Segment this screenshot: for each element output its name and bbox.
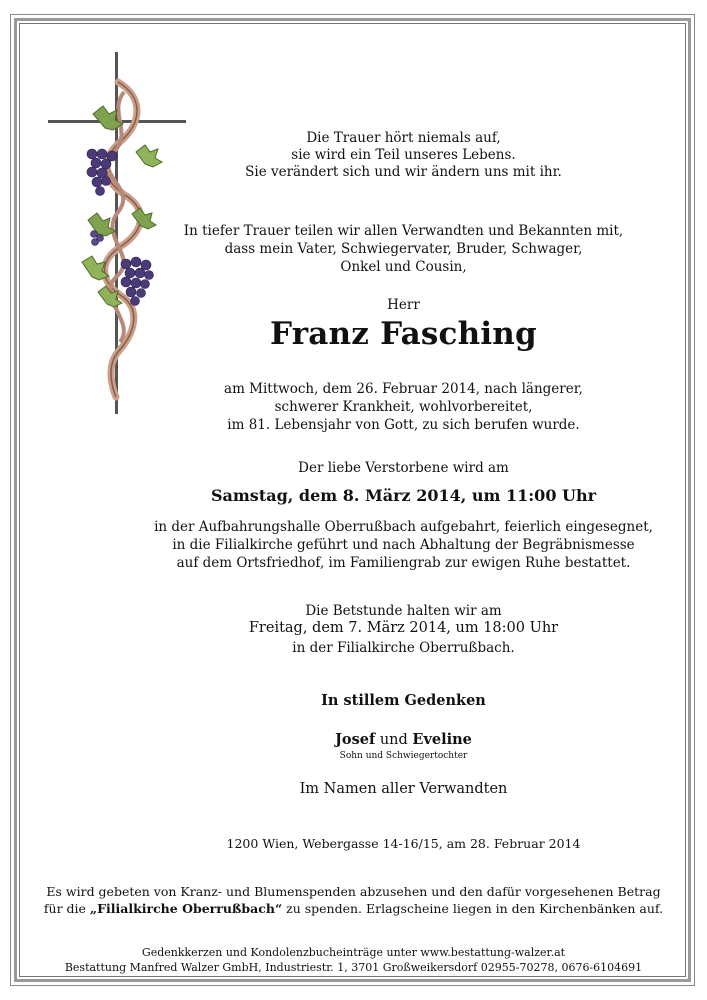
mourner-and: und	[375, 732, 413, 748]
donation-post: zu spenden. Erlagscheine liegen in den Kirchenbänken auf.	[282, 901, 664, 916]
prayer-date: Freitag, dem 7. März 2014, um 18:00 Uhr	[248, 620, 559, 636]
poem-line-1: Die Trauer hört niemals auf,	[306, 130, 501, 146]
mourner-name-1: Josef	[335, 731, 376, 748]
death-line-1: am Mittwoch, dem 26. Februar 2014, nach längerer,	[224, 381, 583, 397]
funeral-line-1: in der Aufbahrungshalle Oberrußbach aufgebahrt, feierlich eingesegnet,	[154, 519, 653, 535]
funeral-lead: Der liebe Verstorbene wird am	[298, 460, 509, 476]
death-line-2: schwerer Krankheit, wohlvorbereitet,	[274, 399, 533, 415]
donation-line-2	[0, 901, 707, 916]
funeral-line-2: in die Filialkirche geführt und nach Abhaltung der Begräbnismesse	[172, 537, 635, 553]
intro-line-1: In tiefer Trauer teilen wir allen Verwandten und Bekannten mit,	[183, 223, 624, 239]
salutation: Herr	[387, 297, 420, 313]
prayer-lead: Die Betstunde halten wir am	[305, 603, 502, 619]
mourners-heading: In stillem Gedenken	[321, 692, 486, 709]
mourners-all: Im Namen aller Verwandten	[299, 781, 508, 797]
funeral-date: Samstag, dem 8. März 2014, um 11:00 Uhr	[210, 486, 597, 505]
mourners-names	[100, 731, 707, 748]
address-date: 1200 Wien, Webergasse 14-16/15, am 28. Februar 2014	[226, 836, 581, 851]
footer-line-1: Gedenkkerzen und Kondolenzbucheinträge unter www.bestattung-walzer.at	[141, 946, 566, 959]
intro-line-2: dass mein Vater, Schwiegervater, Bruder, Schwager,	[224, 241, 583, 257]
donation-line-1: Es wird gebeten von Kranz- und Blumenspenden abzusehen und den dafür vorgesehenen Betrag	[46, 884, 661, 899]
funeral-line-3: auf dem Ortsfriedhof, im Familiengrab zur ewigen Ruhe bestattet.	[176, 555, 631, 571]
footer-line-2: Bestattung Manfred Walzer GmbH, Industriestr. 1, 3701 Großweikersdorf 02955-70278, 0676-6104691	[64, 961, 643, 974]
mourners-relation: Sohn und Schwiegertochter	[339, 751, 468, 761]
donation-pre: für die	[43, 901, 90, 916]
mourner-name-2: Eveline	[412, 731, 472, 748]
prayer-place: in der Filialkirche Oberrußbach.	[292, 640, 515, 656]
intro-line-3: Onkel und Cousin,	[340, 259, 467, 275]
poem-line-2: sie wird ein Teil unseres Lebens.	[291, 147, 516, 163]
poem-line-3: Sie verändert sich und wir ändern uns mit ihr.	[245, 164, 562, 180]
death-line-3: im 81. Lebensjahr von Gott, zu sich berufen wurde.	[227, 417, 580, 433]
deceased-name: Franz Fasching	[270, 316, 537, 352]
donation-church: „Filialkirche Oberrußbach“	[89, 901, 283, 916]
